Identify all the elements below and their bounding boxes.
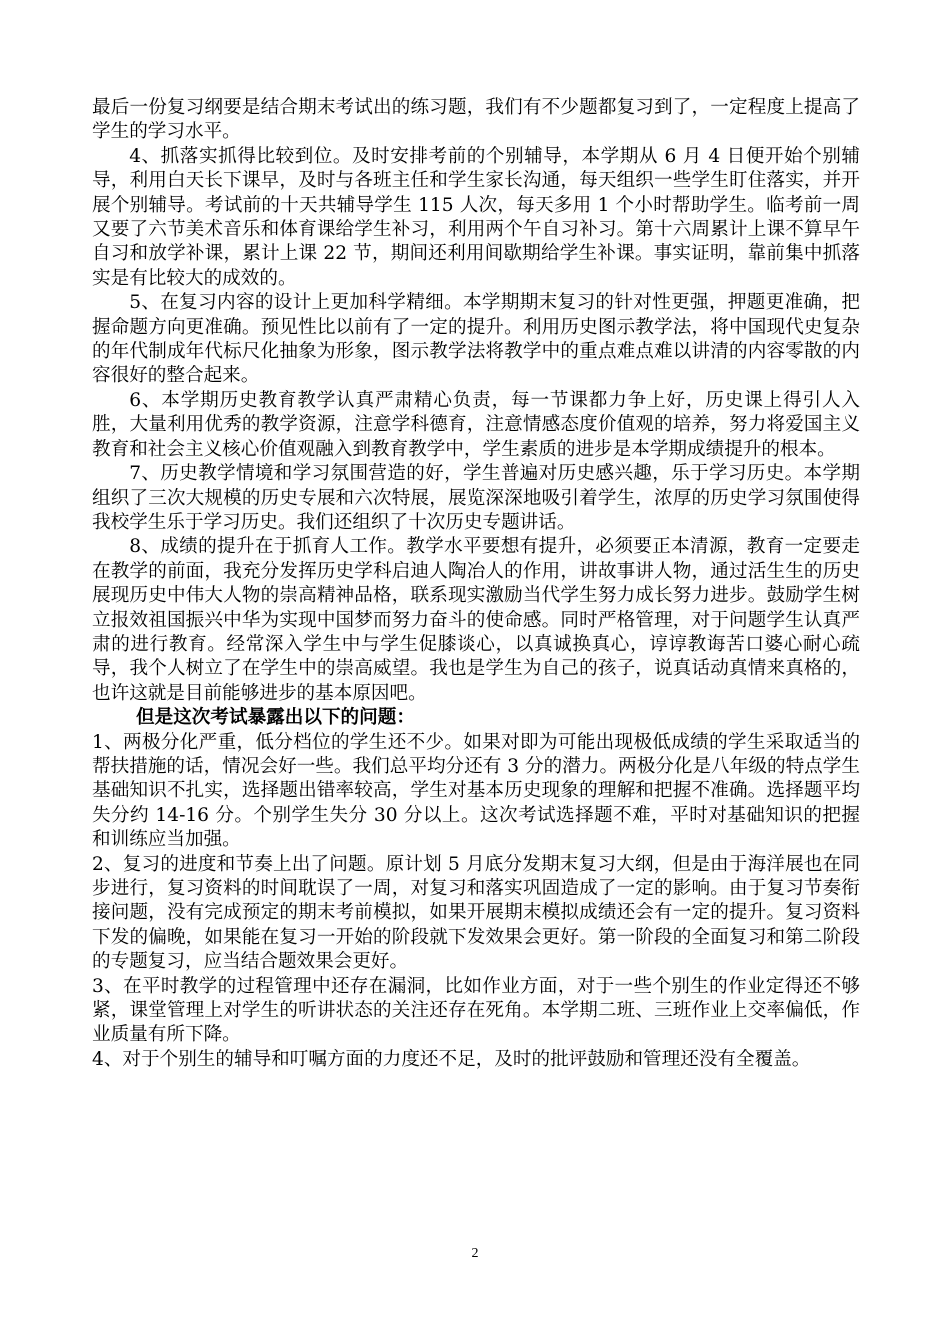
paragraph-item-5: 5、在复习内容的设计上更加科学精细。本学期期末复习的针对性更强，押题更准确，把握命题方向更准确。预见性比以前有了一定的提升。利用历史图示教学法，将中国现代史复杂的年代制成年代标尺化抽象为形象，图示教学法将教学中的重点难点难以讲清的内容零散的内容很好的整合起来。	[92, 292, 860, 387]
paragraph-item-8: 8、成绩的提升在于抓育人工作。教学水平要想有提升，必须要正本清源，教育一定要走在教学的前面，我充分发挥历史学科启迪人陶冶人的作用，讲故事讲人物，通过活生生的历史展现历史中伟大人物的崇高精神品格，联系现实激励当代学生努力成长努力进步。鼓励学生树立报效祖国振兴中华为实现中国梦而努力奋斗的使命感。同时严格管理，对于问题学生认真严肃的进行教育。经常深入学生中与学生促膝谈心，以真诚换真心，谆谆教诲苦口婆心耐心疏导，我个人树立了在学生中的崇高威望。我也是学生为自己的孩子，说真话动真情来真格的，也许这就是目前能够进步的基本原因吧。	[92, 536, 860, 704]
page-number: 2	[471, 1246, 479, 1261]
problem-item-4: 4、对于个别生的辅导和叮嘱方面的力度还不足，及时的批评鼓励和管理还没有全覆盖。	[92, 1048, 811, 1070]
paragraph-item-4: 4、抓落实抓得比较到位。及时安排考前的个别辅导，本学期从 6 月 4 日便开始个别辅导，利用白天长下课早，及时与各班主任和学生家长沟通，每天组织一些学生盯住落实，并开展个别辅导。考试前的十天共辅导学生 115 人次，每天多用 1 个小时帮助学生。临考前一周又要了六节美术音乐和体育课给学生补习，利用两个午自习补习。第十六周累计上课不算早午自习和放学补课，累计上课 22 节，期间还利用间歇期给学生补课。事实证明，靠前集中抓落实是有比较大的成效的。	[92, 145, 860, 289]
problem-item-2: 2、复习的进度和节奏上出了问题。原计划 5 月底分发期末复习大纲，但是由于海洋展也在同步进行，复习资料的时间耽误了一周，对复习和落实巩固造成了一定的影响。由于复习节奏衔接问题，没有完成预定的期末考前模拟，如果开展期末模拟成绩还会有一定的提升。复习资料下发的偏晚，如果能在复习一开始的阶段就下发效果会更好。第一阶段的全面复习和第二阶段的专题复习，应当结合题效果会更好。	[92, 853, 860, 973]
problem-item-1: 1、两极分化严重，低分档位的学生还不少。如果对即为可能出现极低成绩的学生采取适当的帮扶措施的话，情况会好一些。我们总平均分还有 3 分的潜力。两极分化是八年级的特点学生基础知识不扎实，选择题出错率较高，学生对基本历史现象的理解和把握不准确。选择题平均失分约 14-16 分。个别学生失分 30 分以上。这次考试选择题不难，平时对基础知识的把握和训练应当加强。	[92, 731, 860, 851]
paragraph-continuation: 最后一份复习纲要是结合期末考试出的练习题，我们有不少题都复习到了，一定程度上提高了学生的学习水平。	[92, 97, 860, 143]
problem-item-3: 3、在平时教学的过程管理中还存在漏洞，比如作业方面，对于一些个别生的作业定得还不够紧，课堂管理上对学生的听讲状态的关注还存在死角。本学期二班、三班作业上交率偏低，作业质量有所下降。	[92, 975, 860, 1046]
paragraph-item-6: 6、本学期历史教育教学认真严肃精心负责，每一节课都力争上好，历史课上得引人入胜，大量利用优秀的教学资源，注意学科德育，注意情感态度价值观的培养，努力将爱国主义教育和社会主义核心价值观融入到教育教学中，学生素质的进步是本学期成绩提升的根本。	[92, 389, 860, 460]
section-heading-problems: 但是这次考试暴露出以下的问题：	[136, 707, 415, 729]
document-body	[92, 96, 860, 1072]
paragraph-item-7: 7、历史教学情境和学习氛围营造的好，学生普遍对历史感兴趣，乐于学习历史。本学期组织了三次大规模的历史专展和六次特展，展览深深地吸引着学生，浓厚的历史学习氛围使得我校学生乐于学习历史。我们还组织了十次历史专题讲话。	[92, 463, 860, 533]
